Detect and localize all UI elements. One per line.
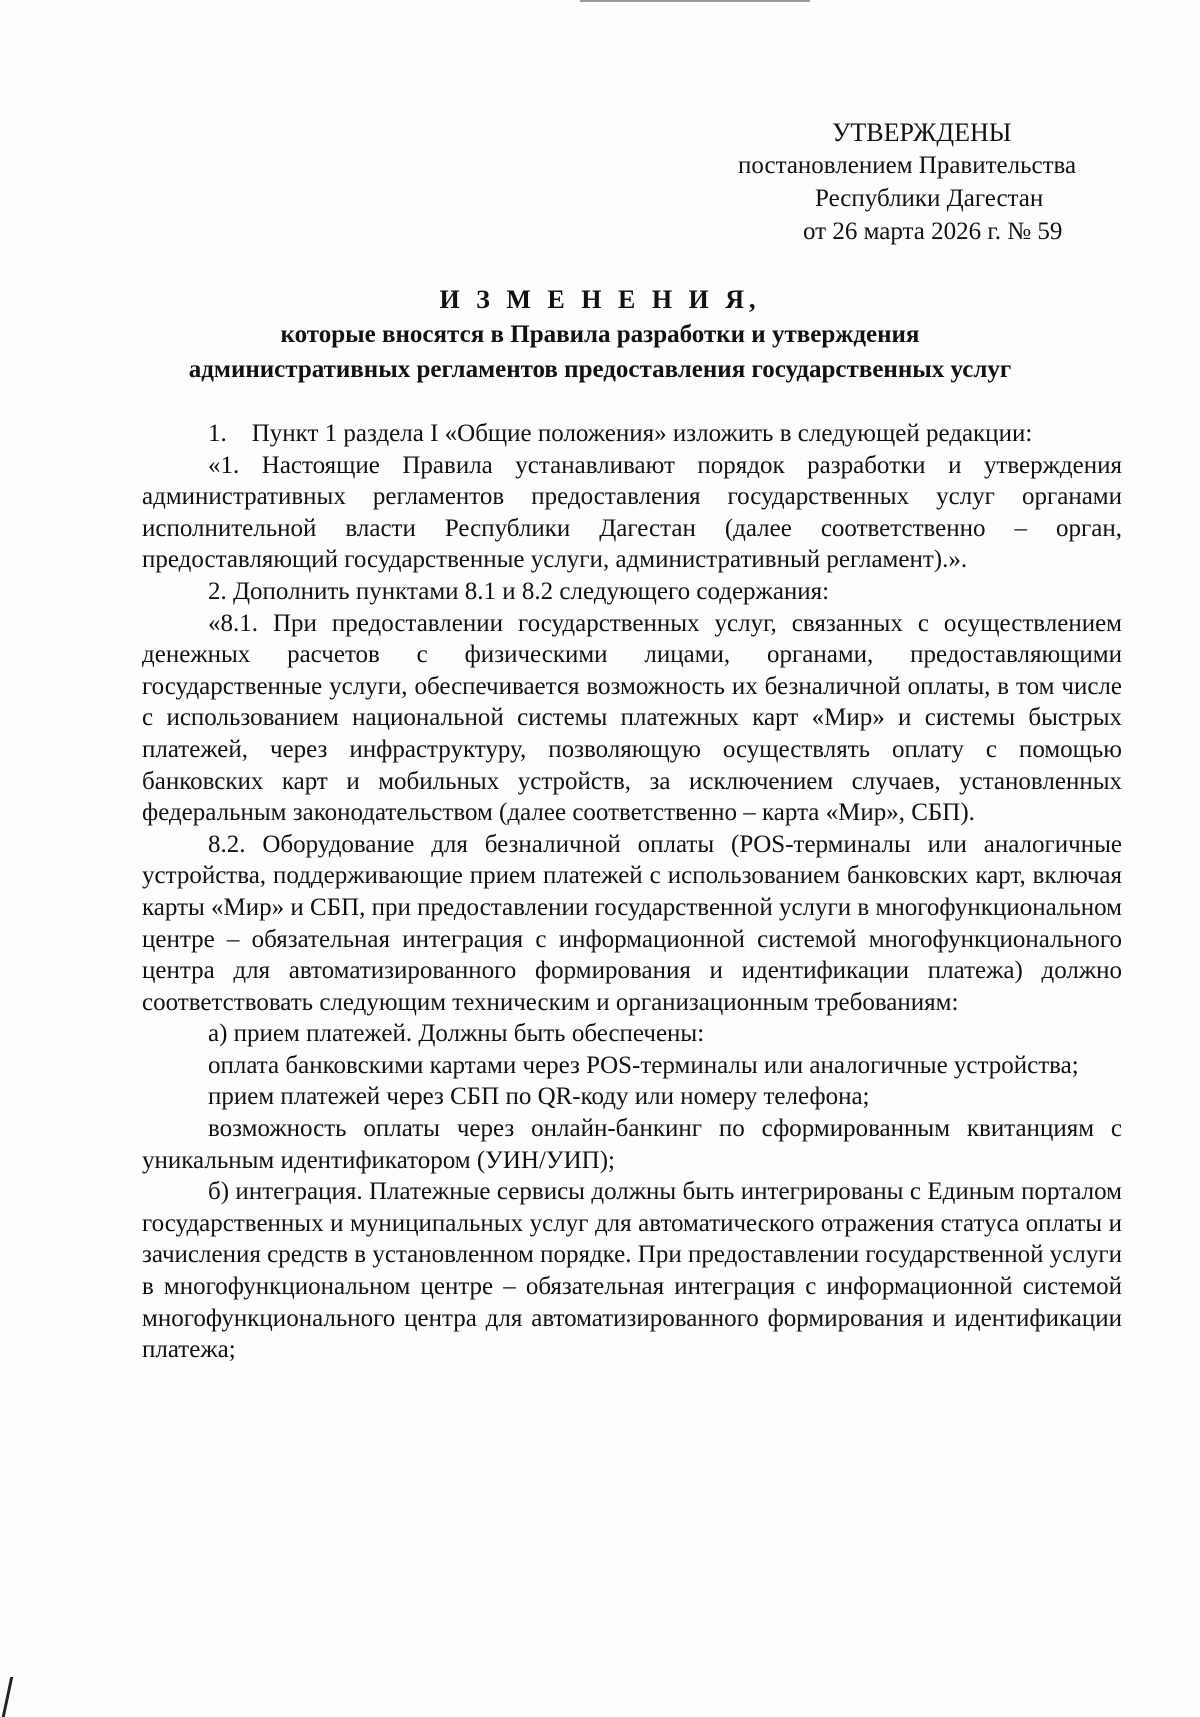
paragraph-clause-8-2: 8.2. Оборудование для безналичной оплаты (POS-терминалы или аналогичные устройства, поддерживающие прием платежей с использованием банковских карт, включая карты «Мир» и СБП, при предоставлении государственной услуги в многофункциональном центре – обязательная интеграция с информационной системой многофункционального центра для автоматизированного формирования и идентификации платежа) должно соответствовать следующим техническим и организационным требованиям:	[142, 830, 1122, 1016]
paragraph-clause-8-1: «8.1. При предоставлении государственных услуг, связанных с осуществлением денежных расчетов с физическими лицами, органами, предоставляющими государственные услуги, обеспечивается возможность их безналичной оплаты, в том числе с использованием национальной системы платежных карт «Мир» и системы быстрых платежей, через инфраструктуру, позволяющую осуществлять оплату с помощью банковских карт и мобильных устройств, за исключением случаев, установленных федеральным законодательством (далее соответственно – карта «Мир», СБП).	[142, 609, 1122, 827]
paragraph-sbp-payment: прием платежей через СБП по QR-коду или номеру телефона;	[208, 1083, 870, 1111]
paragraph-subitem-b: б) интеграция. Платежные сервисы должны быть интегрированы с Единым порталом государственных и муниципальных услуг для автоматического отражения статуса оплаты и зачисления средств в установленном порядке. При предоставлении государственной услуги в многофункциональном центре – обязательная интеграция с информационной системой многофункционального центра для автоматизированного формирования и идентификации платежа;	[142, 1178, 1122, 1364]
document-subtitle-line-1: которые вносятся в Правила разработки и утверждения	[280, 321, 920, 348]
paragraph-item-2: 2. Дополнить пунктами 8.1 и 8.2 следующего содержания:	[208, 577, 830, 605]
document-subtitle-line-2: административных регламентов предоставления государственных услуг	[188, 356, 1012, 383]
document-body	[142, 418, 1122, 1366]
scan-artifact-edge	[2, 1677, 14, 1717]
approval-republic-line: Республики Дагестан	[815, 185, 1044, 212]
paragraph-subitem-a: а) прием платежей. Должны быть обеспечены:	[208, 1020, 705, 1048]
document-title: И З М Е Н Е Н И Я,	[439, 285, 761, 314]
paragraph-item-1: 1. Пункт 1 раздела I «Общие положения» изложить в следующей редакции:	[208, 420, 1033, 447]
paragraph-card-payment: оплата банковскими картами через POS-терминалы или аналогичные устройства;	[208, 1051, 1079, 1079]
approval-stamp	[680, 116, 1130, 248]
approval-decree-line: постановлением Правительства	[738, 152, 1077, 179]
paragraph-item-1-text: «1. Настоящие Правила устанавливают порядок разработки и утверждения административных регламентов предоставления государственных услуг органами исполнительной власти Республики Дагестан (далее соответственно – орган, предоставляющий государственные услуги, административный регламент).».	[142, 451, 1122, 574]
scan-artifact-top	[580, 0, 810, 2]
approval-title: УТВЕРЖДЕНЫ	[832, 118, 1012, 147]
document-heading	[60, 282, 1140, 387]
approval-date-number: от 26 марта 2026 г. № 59	[803, 218, 1063, 245]
paragraph-online-banking: возможность оплаты через онлайн-банкинг по сформированным квитанциям с уникальным идентификатором (УИН/УИП);	[142, 1115, 1122, 1174]
